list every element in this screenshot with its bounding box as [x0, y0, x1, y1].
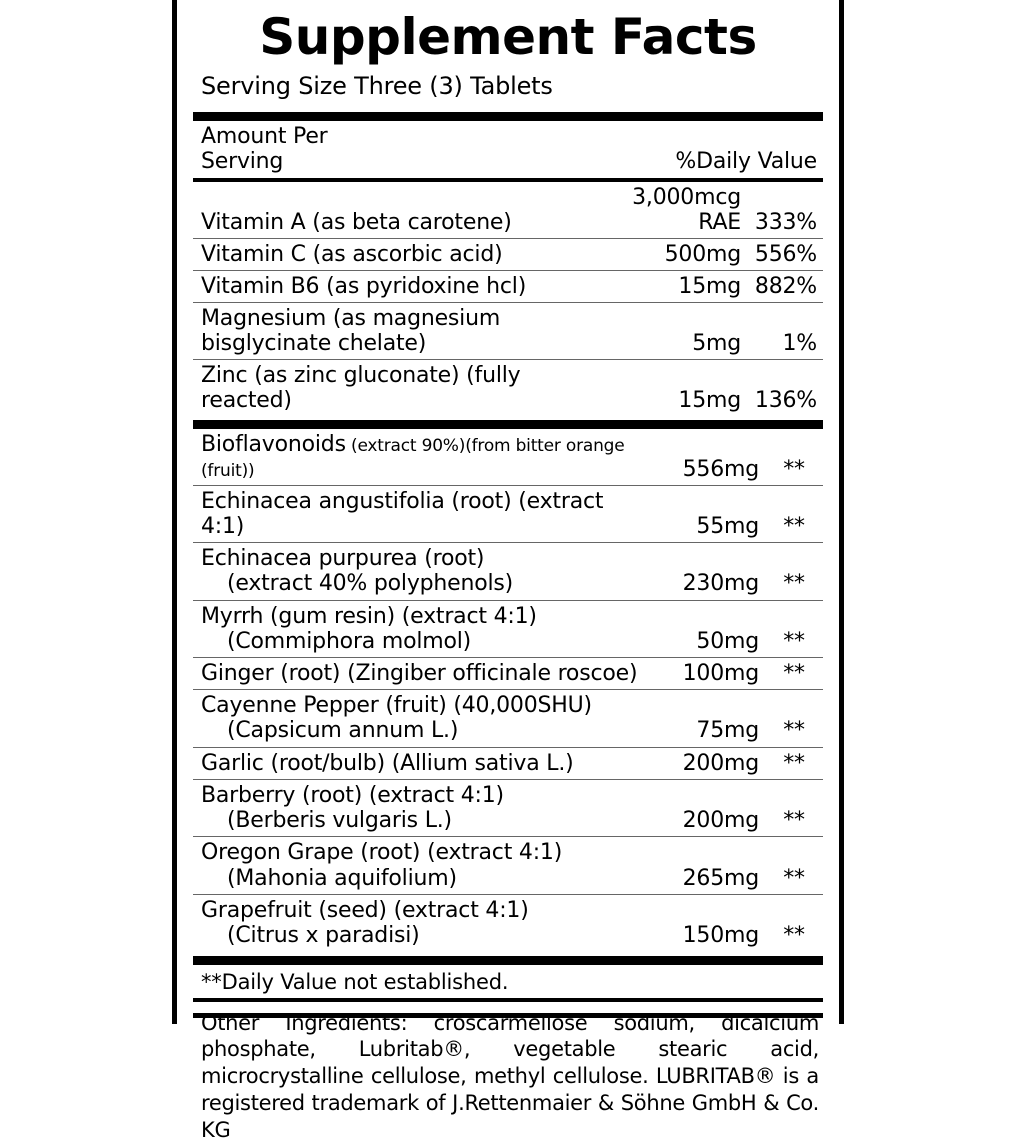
nutrient-amount: 500mg: [591, 239, 745, 271]
ingredient-amount: 100mg: [639, 658, 765, 690]
ingredient-dv: **: [765, 486, 823, 543]
ingredient-dv: **: [765, 429, 823, 486]
ingredient-amount: 265mg: [639, 837, 765, 895]
ingredient-name: [193, 690, 639, 748]
table-row: [193, 658, 823, 690]
ingredient-dv: **: [783, 923, 805, 949]
ingredient-label-line2: (Capsicum annum L.): [227, 718, 459, 744]
nutrient-amount: 3,000mcg RAE: [591, 182, 745, 239]
ingredient-label: Myrrh (gum resin) (extract 4:1): [201, 603, 537, 629]
table-row: [193, 182, 823, 239]
ingredient-label: Oregon Grape (root) (extract 4:1): [201, 840, 563, 866]
nutrient-dv: 882%: [745, 271, 823, 303]
ingredient-label: Echinacea purpurea (root): [201, 546, 485, 571]
table-row: [193, 543, 823, 601]
nutrient-amount: 15mg: [591, 271, 745, 303]
table-row: [193, 837, 823, 895]
nutrient-dv: 333%: [745, 182, 823, 239]
ingredient-label-line2: (Commiphora molmol): [227, 628, 472, 654]
nutrient-name: Vitamin C (as ascorbic acid): [193, 239, 591, 271]
ingredient-amount: 556mg: [639, 429, 765, 486]
ingredient-amount: 230mg: [639, 543, 765, 601]
ingredient-dv: **: [765, 779, 823, 837]
nutrient-amount: 15mg: [678, 388, 741, 413]
table-row: [193, 690, 823, 748]
table-row: [193, 429, 823, 486]
ingredient-label: Barberry (root) (extract 4:1): [201, 782, 504, 808]
table-row: [193, 271, 823, 303]
ingredient-label-line2: (extract 40% polyphenols): [227, 571, 514, 597]
ingredient-label-line2: (Mahonia aquifolium): [227, 865, 457, 891]
ingredient-label-line2: (Berberis vulgaris L.): [227, 808, 452, 834]
ingredient-dv: **: [765, 600, 823, 658]
divider-thick-bottom: [193, 956, 823, 965]
nutrient-dv: 556%: [745, 239, 823, 271]
nutrient-dv: 1%: [745, 303, 823, 360]
nutrition-header-table: [193, 121, 823, 178]
nutrient-name: Magnesium (as magnesium bisglycinate chelate): [193, 303, 591, 360]
ingredient-dv: **: [765, 543, 823, 601]
daily-value-footnote: **Daily Value not established.: [201, 969, 509, 994]
ingredient-name: Ginger (root) (Zingiber officinale roscoe): [193, 658, 639, 690]
header-amount-per-serving: Amount Per Serving: [201, 124, 328, 174]
nutrient-dv: 136%: [754, 388, 817, 413]
ingredient-label-line2: (Citrus x paradisi): [227, 923, 420, 949]
ingredient-dv: **: [765, 658, 823, 690]
ingredient-name: Echinacea angustifolia (root) (extract 4:1): [193, 486, 639, 543]
ingredient-name: [193, 837, 639, 895]
ingredient-dv: **: [765, 837, 823, 895]
other-ingredients: [193, 1002, 823, 1144]
ingredient-dv: **: [765, 690, 823, 748]
herbs-table: [193, 429, 823, 952]
nutrient-amount: 5mg: [591, 303, 745, 360]
divider-bottom: [193, 1013, 823, 1018]
divider-thick-mid: [193, 420, 823, 429]
table-header-row: [193, 121, 823, 178]
ingredient-amount: 50mg: [639, 600, 765, 658]
table-row: [193, 239, 823, 271]
ingredient-amount: 200mg: [639, 747, 765, 779]
ingredient-label: Bioflavonoids: [201, 432, 346, 457]
ingredient-sublabel: (extract 90%)(from bitter orange (fruit)): [201, 436, 625, 481]
ingredient-name: Garlic (root/bulb) (Allium sativa L.): [193, 747, 639, 779]
ingredient-name: [193, 429, 639, 486]
ingredient-amount: 75mg: [639, 690, 765, 748]
ingredient-name: [193, 600, 639, 658]
divider-thick-top: [193, 112, 823, 121]
other-ingredients-label: Other Ingredients:: [201, 1010, 408, 1035]
serving-size: Serving Size Three (3) Tablets: [201, 72, 553, 100]
ingredient-label: Grapefruit (seed) (extract 4:1): [201, 897, 529, 923]
table-row: [193, 600, 823, 658]
ingredient-name: [193, 543, 639, 601]
other-ingredients-text: croscarmellose sodium, dicalcium phosphate, Lubritab®, vegetable stearic acid, microcrystalline cellulose, methyl cellulose. LUBRITAB® is a registered trademark of J.Rettenmaier & Söhne GmbH & Co. KG: [201, 1010, 819, 1143]
table-row: [193, 747, 823, 779]
ingredient-amount: 200mg: [639, 779, 765, 837]
table-row: [193, 894, 823, 951]
nutrient-name: Vitamin A (as beta carotene): [193, 182, 591, 239]
supplement-facts-panel: [172, 0, 844, 1143]
ingredient-amount: 150mg: [682, 923, 759, 949]
ingredient-name: [193, 894, 639, 951]
table-row: [193, 303, 823, 360]
ingredient-amount: 55mg: [639, 486, 765, 543]
nutrient-name: Vitamin B6 (as pyridoxine hcl): [193, 271, 591, 303]
table-row: [193, 486, 823, 543]
page-title: Supplement Facts: [259, 8, 757, 66]
ingredient-dv: **: [765, 747, 823, 779]
ingredient-name: [193, 779, 639, 837]
ingredient-label: Cayenne Pepper (fruit) (40,000SHU): [201, 693, 592, 719]
table-row: [193, 360, 823, 417]
table-row: [193, 779, 823, 837]
header-daily-value: %Daily Value: [675, 149, 817, 174]
vitamins-table: [193, 182, 823, 416]
nutrient-name: Zinc (as zinc gluconate) (fully reacted): [201, 363, 521, 413]
